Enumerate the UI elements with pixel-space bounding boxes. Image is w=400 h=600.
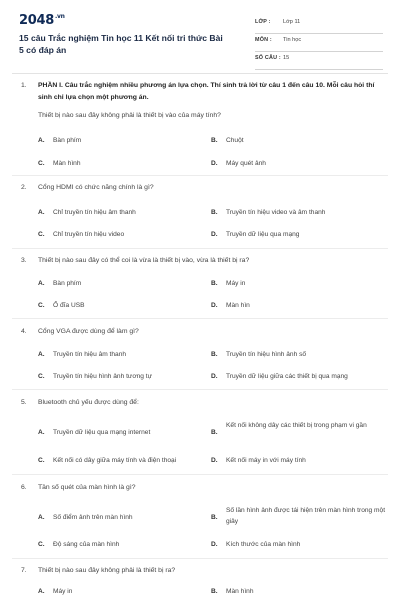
option-text: Độ sáng của màn hình	[53, 541, 120, 548]
option-letter: D.	[211, 231, 218, 238]
option-text: Ổ đĩa USB	[53, 302, 85, 309]
meta-value: 15	[283, 55, 290, 61]
option-letter: D.	[211, 160, 218, 167]
option-letter: A.	[38, 429, 45, 436]
option-text: Truyền tín hiệu hình ảnh tương tự	[53, 373, 153, 380]
question-text: Cổng VGA được dùng để làm gì?	[38, 328, 139, 335]
option-text: Chỉ truyền tín hiệu âm thanh	[53, 209, 136, 216]
option-letter: C.	[38, 541, 45, 548]
option-text: Bàn phím	[53, 280, 82, 287]
option-letter: B.	[211, 514, 218, 521]
question-number: 4.	[21, 328, 27, 335]
option-letter: A.	[38, 280, 45, 287]
meta-row-count	[255, 52, 383, 70]
option-text: Truyền tín hiệu video và âm thanh	[226, 209, 326, 216]
page-header	[0, 0, 400, 72]
option-letter: A.	[38, 137, 45, 144]
question-number: 1.	[21, 82, 27, 89]
option-text: Máy quét ảnh	[226, 160, 266, 167]
question-divider	[12, 389, 388, 390]
option-letter: D.	[211, 302, 218, 309]
question-text: Thiết bị nào sau đây không phải là thiết bị ra?	[38, 567, 176, 574]
option-text: Kết nối có dây giữa máy tính và điện thoại	[53, 457, 177, 464]
option-letter: C.	[38, 302, 45, 309]
option-text: Truyền dữ liệu qua mạng	[226, 231, 300, 238]
meta-key: SỐ CÂU :	[255, 55, 281, 61]
option-text: Kết nối không dây các thiết bị trong phạm vi gần	[226, 422, 367, 429]
logo-main: 2048	[19, 13, 54, 28]
option-text: Màn hìn	[226, 302, 250, 309]
option-letter: C.	[38, 457, 45, 464]
option-letter: B.	[211, 351, 218, 358]
option-letter: C.	[38, 160, 45, 167]
question-text: Bluetooth chủ yếu được dùng để:	[38, 399, 139, 406]
option-letter: C.	[38, 373, 45, 380]
option-text: Truyền dữ liệu giữa các thiết bị qua mạng	[226, 373, 348, 380]
option-text: Màn hình	[226, 588, 254, 595]
option-letter: B.	[211, 429, 218, 436]
option-text: Truyền dữ liệu qua mạng internet	[53, 429, 151, 436]
question-divider	[12, 474, 388, 475]
question-number: 2.	[21, 184, 27, 191]
question-number: 3.	[21, 257, 27, 264]
option-letter: C.	[38, 231, 45, 238]
option-letter: A.	[38, 588, 45, 595]
option-letter: B.	[211, 137, 218, 144]
option-letter: A.	[38, 514, 45, 521]
page-title: 15 câu Trắc nghiệm Tin học 11 Kết nối tri thức Bài 5 có đáp án	[19, 33, 223, 55]
option-text: Chỉ truyền tín hiệu video	[53, 231, 125, 238]
question-number: 5.	[21, 399, 27, 406]
question-text: Cổng HDMI có chức năng chính là gì?	[38, 184, 154, 191]
option-text: Truyền tín hiệu hình ảnh số	[226, 351, 307, 358]
option-text: Máy in	[226, 280, 246, 287]
question-text: Tần số quét của màn hình là gì?	[38, 484, 136, 491]
option-letter: B.	[211, 209, 218, 216]
question-divider	[12, 558, 388, 559]
question-divider	[12, 318, 388, 319]
option-letter: A.	[38, 209, 45, 216]
option-text: Số điểm ảnh trên màn hình	[53, 514, 133, 521]
meta-value: Tin học	[283, 37, 302, 43]
option-text: Máy in	[53, 588, 73, 595]
meta-row-subject	[255, 34, 383, 52]
question-text: Thiết bị nào sau đây có thể coi là vừa là thiết bị vào, vừa là thiết bị ra?	[38, 257, 250, 264]
question-number: 7.	[21, 567, 27, 574]
meta-row-class	[255, 16, 383, 34]
option-letter: D.	[211, 541, 218, 548]
option-text: Bàn phím	[53, 137, 82, 144]
meta-table	[255, 16, 383, 70]
option-letter: A.	[38, 351, 45, 358]
meta-value: Lớp 11	[283, 19, 301, 25]
option-text: Màn hình	[53, 160, 81, 167]
question-divider	[12, 248, 388, 249]
question-number: 6.	[21, 484, 27, 491]
question-text: Thiết bị nào sau đây không phải là thiết bị vào của máy tính?	[38, 112, 221, 119]
option-letter: D.	[211, 457, 218, 464]
question-divider	[12, 175, 388, 176]
option-letter: B.	[211, 588, 218, 595]
option-letter: B.	[211, 280, 218, 287]
option-letter: D.	[211, 373, 218, 380]
option-text: Truyền tín hiệu âm thanh	[53, 351, 127, 358]
logo-suffix: .vn	[54, 13, 65, 20]
option-text: Chuột	[226, 137, 244, 144]
option-text: Kết nối máy in với máy tính	[226, 457, 306, 464]
meta-key: LỚP :	[255, 19, 271, 25]
section-instructions: PHẦN I. Câu trắc nghiệm nhiều phương án lựa chọn. Thí sinh trả lời từ câu 1 đến câu 10. Mỗi câu hỏi thí sinh chỉ lựa chọn một phương án.	[38, 82, 375, 101]
option-text: Số lần hình ảnh được tái hiện trên màn hình trong một giây	[226, 507, 386, 525]
header-divider	[12, 73, 388, 74]
option-text: Kích thước của màn hình	[226, 541, 301, 548]
site-logo[interactable]	[19, 13, 65, 28]
meta-key: MÔN :	[255, 37, 272, 43]
